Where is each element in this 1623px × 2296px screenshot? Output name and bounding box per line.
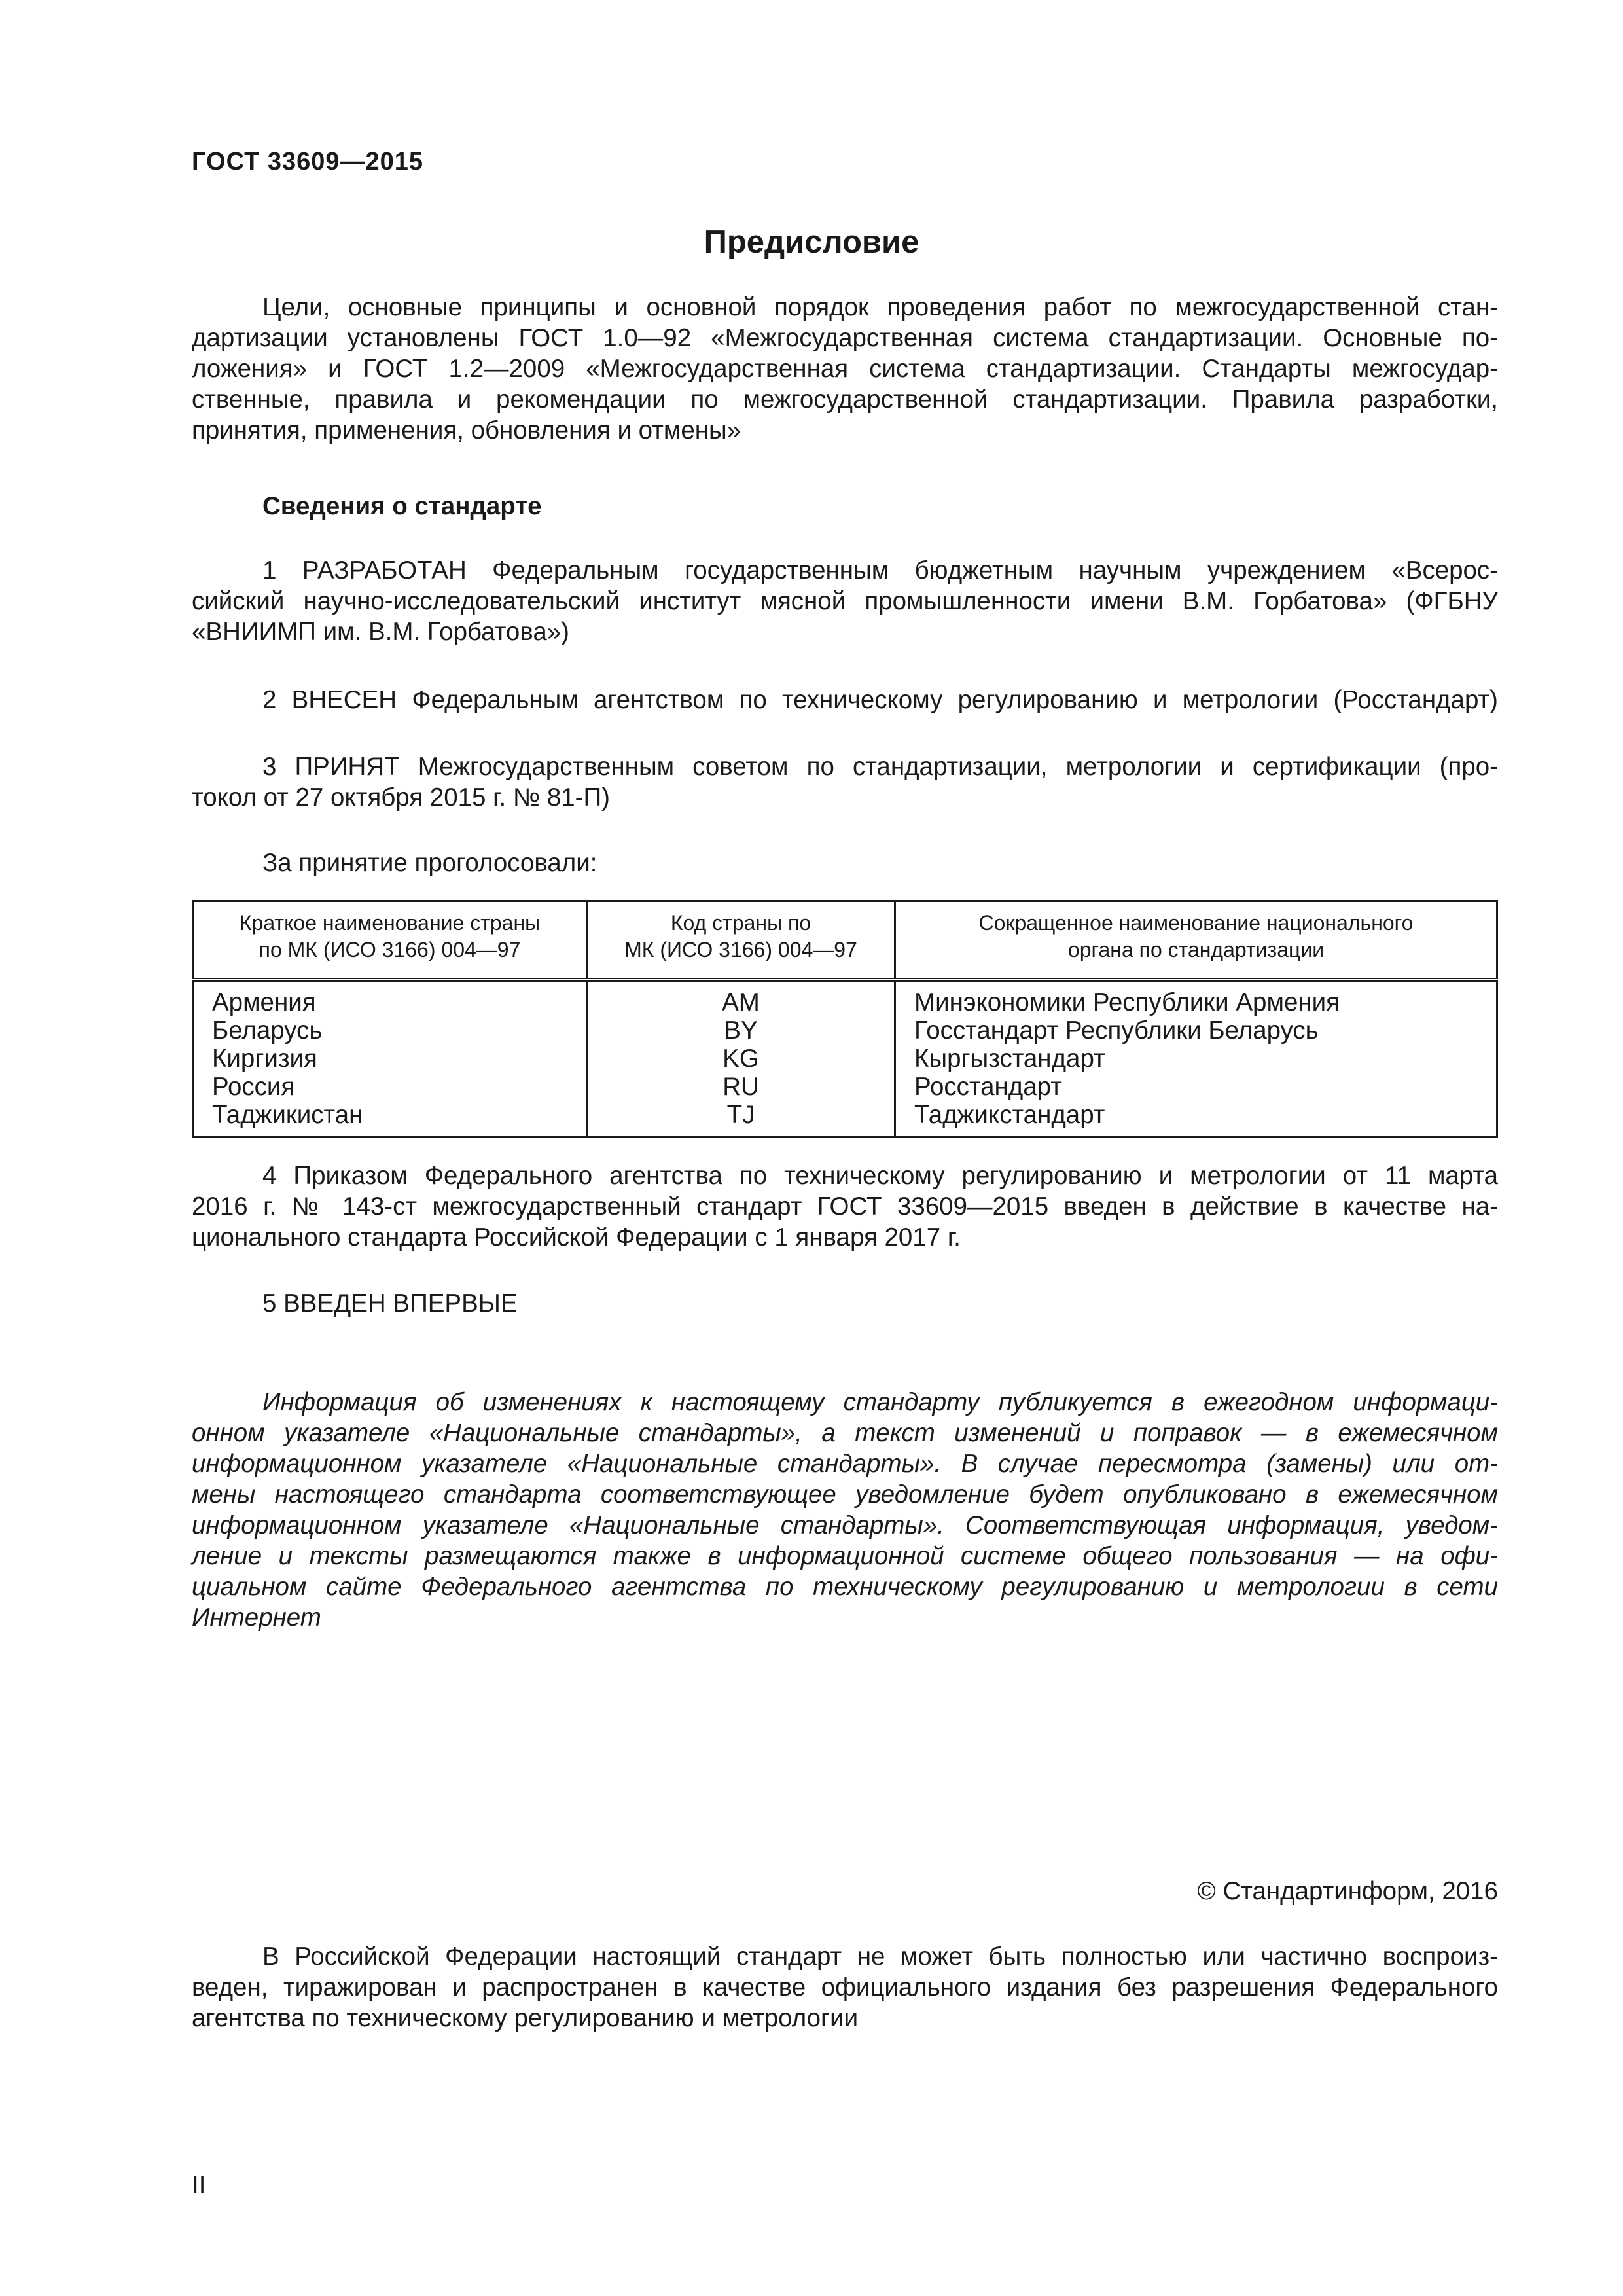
section-heading: Сведения о стандарте: [262, 492, 542, 520]
item-developed: [192, 555, 1498, 647]
item-line: токол от 27 октября 2015 г. № 81-П): [192, 783, 610, 812]
intro-line: ложения» и ГОСТ 1.2—2009 «Межгосударственная система стандартизации. Стандарты межгосудар-: [192, 355, 1498, 383]
table-body-row: [193, 980, 1497, 1137]
page-number: II: [192, 2171, 206, 2199]
notice-line: ление и тексты размещаются также в информационной системе общего пользования — на офи-: [192, 1542, 1498, 1570]
country-codes-cell: [587, 980, 895, 1137]
item-line: 2 ВНЕСЕН Федеральным агентством по техническому регулированию и метрологии (Росстандарт): [262, 686, 1498, 714]
copyright: © Стандартинформ, 2016: [1197, 1877, 1498, 1905]
item-line: 2016 г. № 143-ст межгосударственный стандарт ГОСТ 33609—2015 введен в действие в качестве на-: [192, 1193, 1498, 1221]
intro-line: принятия, применения, обновления и отмены»: [192, 416, 741, 444]
standards-body: Таджикстандарт: [914, 1101, 1105, 1129]
item-line: 3 ПРИНЯТ Межгосударственным советом по стандартизации, метрологии и сертификации (про-: [262, 753, 1498, 781]
document-id: ГОСТ 33609—2015: [192, 148, 424, 175]
notice-line: циальном сайте Федерального агентства по техническому регулированию и метрологии в сети: [192, 1573, 1498, 1601]
item-enacted: [192, 1160, 1498, 1253]
standards-body: Минэкономики Республики Армения: [914, 988, 1340, 1016]
header-text: органа по стандартизации: [1067, 938, 1325, 961]
notice-line: Интернет: [192, 1604, 321, 1632]
country-code: TJ: [726, 1101, 755, 1129]
voted-label: За принятие проголосовали:: [262, 849, 597, 877]
country-name: Армения: [212, 988, 316, 1016]
item-adopted: [192, 751, 1498, 813]
item-line: 4 Приказом Федерального агентства по техническому регулированию и метрологии от 11 марта: [262, 1162, 1498, 1190]
rights-notice: [192, 1941, 1498, 2034]
intro-line: ственные, правила и рекомендации по межгосударственной стандартизации. Правила разработки,: [192, 386, 1498, 414]
notice-line: информационном указателе «Национальные стандарты». Соответствующая информация, уведом-: [192, 1511, 1498, 1539]
notice-line: мены настоящего стандарта соответствующее уведомление будет опубликовано в ежемесячном: [192, 1480, 1498, 1509]
rights-line: В Российской Федерации настоящий стандарт не может быть полностью или частично воспроиз-: [262, 1943, 1498, 1971]
country-name: Киргизия: [212, 1045, 317, 1073]
page-title: Предисловие: [704, 224, 919, 260]
standards-body: Госстандарт Республики Беларусь: [914, 1016, 1319, 1045]
notice-line: информационном указателе «Национальные стандарты». В случае пересмотра (замены) или от-: [192, 1450, 1498, 1478]
header-standards-body: [895, 901, 1497, 980]
country-name: Таджикистан: [212, 1101, 363, 1129]
header-country-name: [193, 901, 587, 980]
rights-line: агентства по техническому регулированию и метрологии: [192, 2004, 859, 2032]
header-text: по МК (ИСО 3166) 004—97: [259, 938, 521, 961]
header-country-code: [587, 901, 895, 980]
countries-table: [192, 900, 1498, 1138]
item-line: «ВНИИМП им. В.М. Горбатова»): [192, 618, 569, 646]
country-name: Россия: [212, 1073, 295, 1101]
standards-body: Росстандарт: [914, 1073, 1062, 1101]
info-notice: [192, 1387, 1498, 1633]
intro-paragraph: [192, 292, 1498, 446]
rights-line: веден, тиражирован и распространен в качестве официального издания без разрешения Федерального: [192, 1973, 1498, 2001]
item-line: сийский научно-исследовательский институт мясной промышленности имени В.М. Горбатова» (ФГБНУ: [192, 587, 1498, 615]
country-name: Беларусь: [212, 1016, 323, 1045]
country-code: BY: [724, 1016, 758, 1045]
standards-body: Кыргызстандарт: [914, 1045, 1105, 1073]
item-line: 1 РАЗРАБОТАН Федеральным государственным бюджетным научным учреждением «Всерос-: [262, 556, 1498, 584]
standards-bodies-cell: [895, 980, 1497, 1137]
country-code: AM: [722, 988, 760, 1016]
country-code: RU: [722, 1073, 759, 1101]
item-line: ционального стандарта Российской Федерации с 1 января 2017 г.: [192, 1223, 961, 1251]
header-text: Сокращенное наименование национального: [978, 911, 1414, 935]
item-line: 5 ВВЕДЕН ВПЕРВЫЕ: [262, 1289, 518, 1318]
header-text: МК (ИСО 3166) 004—97: [624, 938, 857, 961]
item-submitted: [192, 685, 1498, 715]
header-text: Краткое наименование страны: [239, 911, 541, 935]
intro-line: дартизации установлены ГОСТ 1.0—92 «Межгосударственная система стандартизации. Основные по-: [192, 324, 1498, 352]
notice-line: онном указателе «Национальные стандарты», а текст изменений и поправок — в ежемесячном: [192, 1419, 1498, 1447]
item-first-introduced: [192, 1288, 1498, 1319]
country-names-cell: [193, 980, 587, 1137]
header-text: Код страны по: [670, 911, 812, 935]
country-code: KG: [722, 1045, 759, 1073]
notice-line: Информация об изменениях к настоящему стандарту публикуется в ежегодном информаци-: [262, 1388, 1498, 1416]
table-header-row: [193, 901, 1497, 980]
intro-line: Цели, основные принципы и основной порядок проведения работ по межгосударственной стан-: [262, 293, 1498, 321]
